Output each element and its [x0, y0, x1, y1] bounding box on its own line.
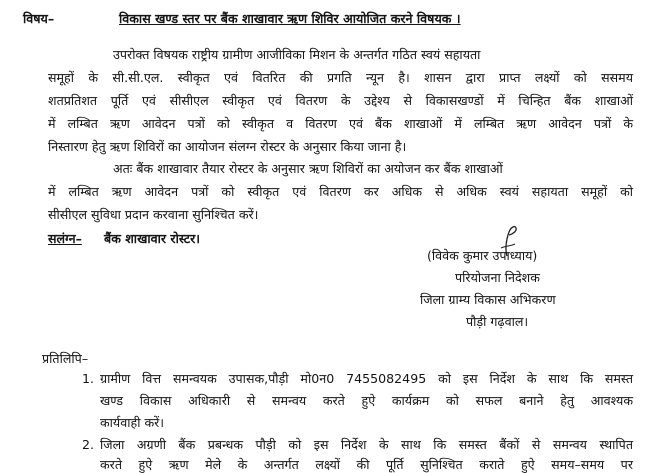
copy-item-2-number: 2. — [82, 437, 95, 452]
para1-line-2: समूहों के सी.सी.एल. स्वीकृत एवं वितरित की प्रगति न्यून है। शासन द्वारा प्राप्त लक्ष्यों को ससमय — [48, 70, 633, 85]
enclosure-text: बैंक शाखावार रोस्टर। — [104, 231, 201, 246]
para2-line-3: सीसीएल सुविधा प्रदान करवाना सुनिश्चित करें। — [48, 207, 259, 222]
enclosure-label: सलंग्न– — [48, 231, 82, 246]
para2-line-1: अतः बैंक शाखावार तैयार रोस्टर के अनुसार ऋण शिविरों का अयोजन कर बैंक शाखाओं — [113, 161, 503, 176]
copy-item-1-line-2: खण्ड विकास अधिकारी से समन्वय करते हुऐ कार्यक्रम को सफल बनाने हेतु आवश्यक — [100, 393, 633, 408]
signatory-office: जिला ग्राम्य विकास अभिकरण — [420, 292, 556, 307]
copy-item-1-line-3: कार्यवाही करें। — [100, 415, 165, 430]
para1-line-5: निस्तारण हेतु ऋण शिविरों का आयोजन संलग्न रोस्टर के अनुसार किया जाना है। — [48, 139, 407, 154]
copy-item-1-line-1: ग्रामीण वित्त समन्वयक उपासक,पौड़ी मो0न0 7455082495 को इस निर्देश के साथ कि समस्त — [100, 371, 633, 386]
subject-text: विकास खण्ड स्तर पर बैंक शाखावार ऋण शिविर आयोजित करने विषयक । — [119, 11, 461, 26]
copy-item-2-line-1: जिला अग्रणी बैंक प्रबन्धक पौड़ी को इस निर्देश के साथ कि समस्त बैंकों से समन्वय स्थापित — [100, 437, 633, 452]
signatory-place: पौड़ी गढ़वाल। — [466, 314, 529, 329]
copy-item-2-line-2: करते हुऐ ऋण मेले के अन्तर्गत लक्ष्यों की पूर्ति सुनिश्चित कराते हुऐ समय–समय पर — [100, 457, 633, 472]
subject-label: विषय– — [23, 11, 55, 26]
para1-line-1: उपरोक्त विषयक राष्ट्रीय ग्रामीण आजीविका मिशन के अन्तर्गत गठित स्वयं सहायता — [113, 47, 481, 62]
para1-line-4: में लम्बित ऋण आवेदन पत्रों को स्वीकृत व वितरण एवं बैंक शाखाओं में लम्बित ऋण आवेदन पत्रों के — [48, 116, 633, 131]
para2-line-2: में लम्बित ऋण आवेदन पत्रों को स्वीकृत एवं वितरण कर अधिक से अधिक स्वयं सहायता समूहों को — [48, 184, 633, 199]
copy-label: प्रतिलिपि– — [42, 351, 89, 366]
signatory-name: (विवेक कुमार उपाध्याय) — [427, 248, 538, 263]
copy-item-1-number: 1. — [82, 371, 95, 386]
signatory-designation: परियोजना निदेशक — [455, 270, 540, 285]
para1-line-3: शतप्रतिशत पूर्ति एवं सीसीएल स्वीकृत एवं वितरण के उद्देश्य से विकासखण्डों में चिन्हित बैंक शाखाओं — [48, 93, 633, 108]
